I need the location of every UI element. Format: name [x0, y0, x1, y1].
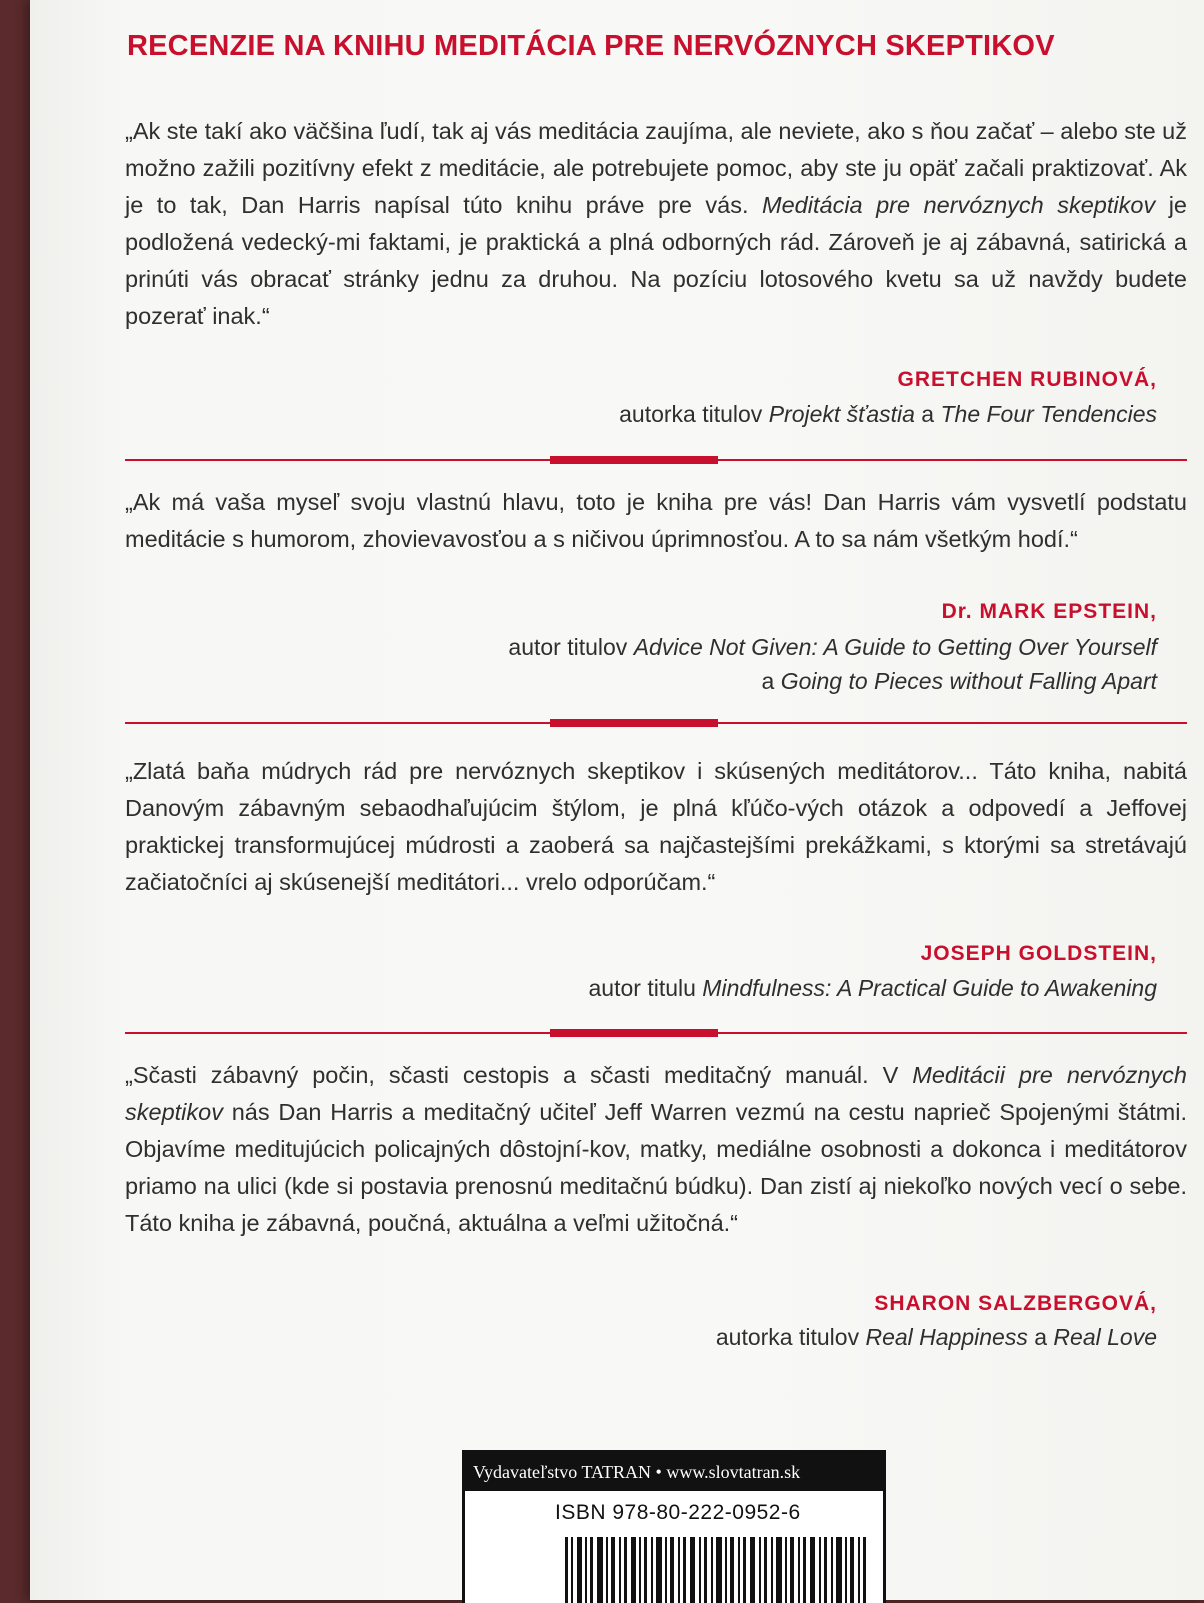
review-byline-epstein: autor titulov Advice Not Given: A Guide to Getting Over Yourself a Going to Pieces without Falling Apart: [508, 634, 1157, 694]
review-byline-salzbergova: autorka titulov Real Happiness a Real Love: [715, 1324, 1157, 1350]
review-quote-epstein: „Ak má vaša myseľ svoju vlastnú hlavu, toto je kniha pre vás! Dan Harris vám vysvetlí podstatu meditácie s humorom, zhovievavosťou a s ničivou úprimnosťou. A to sa nám všetkým hodí.“: [125, 489, 1187, 552]
review-byline-rubinova: autorka titulov Projekt šťastia a The Four Tendencies: [619, 401, 1157, 427]
section-divider: [125, 1032, 1187, 1034]
isbn-number: ISBN 978-80-222-0952-6: [555, 1501, 801, 1524]
review-author-goldstein: JOSEPH GOLDSTEIN,: [920, 942, 1157, 965]
review-quote-goldstein: „Zlatá baňa múdrych rád pre nervóznych skeptikov i skúsených meditátorov... Táto kniha, nabitá Danovým zábavným sebaodhaľujúcim štýlom, je plná kľúčo-vých otázok a odpovedí a Jeffovej praktickej transformujúcej múdrosti a zaoberá sa najčastejšími prekážkami, s ktorými sa stretávajú začiatočníci aj skúsenejší meditátori... vrelo odporúčam.“: [125, 758, 1187, 895]
book-back-cover: [30, 0, 1204, 1600]
review-byline-goldstein: autor titulu Mindfulness: A Practical Guide to Awakening: [588, 975, 1157, 1001]
review-quote-salzbergova: „Sčasti zábavný počin, sčasti cestopis a sčasti meditačný manuál. V Meditácii pre nervóznych skeptikov nás Dan Harris a meditačný učiteľ Jeff Warren vezmú na cestu naprieč Spojenými štátmi. Objavíme meditujúcich policajných dôstojní-kov, matky, mediálne osobnosti a dokonca i meditátorov priamo na ulici (kde si postavia prenosnú meditačnú búdku). Dan zistí aj niekoľko nových vecí o sebe. Táto kniha je zábavná, poučná, aktuálna a veľmi užitočná.“: [125, 1062, 1187, 1236]
isbn-barcode-block: [462, 1450, 886, 1603]
section-divider: [125, 459, 1187, 461]
section-divider: [125, 722, 1187, 724]
review-author-salzbergova: SHARON SALZBERGOVÁ,: [874, 1292, 1157, 1315]
review-author-epstein: Dr. MARK EPSTEIN,: [941, 600, 1157, 623]
page-title: RECENZIE NA KNIHU MEDITÁCIA PRE NERVÓZNYCH SKEPTIKOV: [127, 30, 1055, 62]
publisher-label: Vydavateľstvo TATRAN • www.slovtatran.sk: [465, 1453, 883, 1491]
review-quote-rubinova: „Ak ste takí ako väčšina ľudí, tak aj vás meditácia zaujíma, ale neviete, ako s ňou začať – alebo ste už možno zažili pozitívny efekt z meditácie, ale potrebujete pomoc, aby ste ju opäť začali praktizovať. Ak je to tak, Dan Harris napísal túto knihu práve pre vás. Meditácia pre nervóznych skeptikov je podložená vedecký-mi faktami, je praktická a plná odborných rád. Zároveň je aj zábavná, satirická a prinúti vás obracať stránky jednu za druhou. Na pozíciu lotosového kvetu sa už navždy budete pozerať inak.“: [125, 118, 1187, 329]
review-author-rubinova: GRETCHEN RUBINOVÁ,: [897, 368, 1157, 391]
barcode-icon: [565, 1537, 875, 1603]
